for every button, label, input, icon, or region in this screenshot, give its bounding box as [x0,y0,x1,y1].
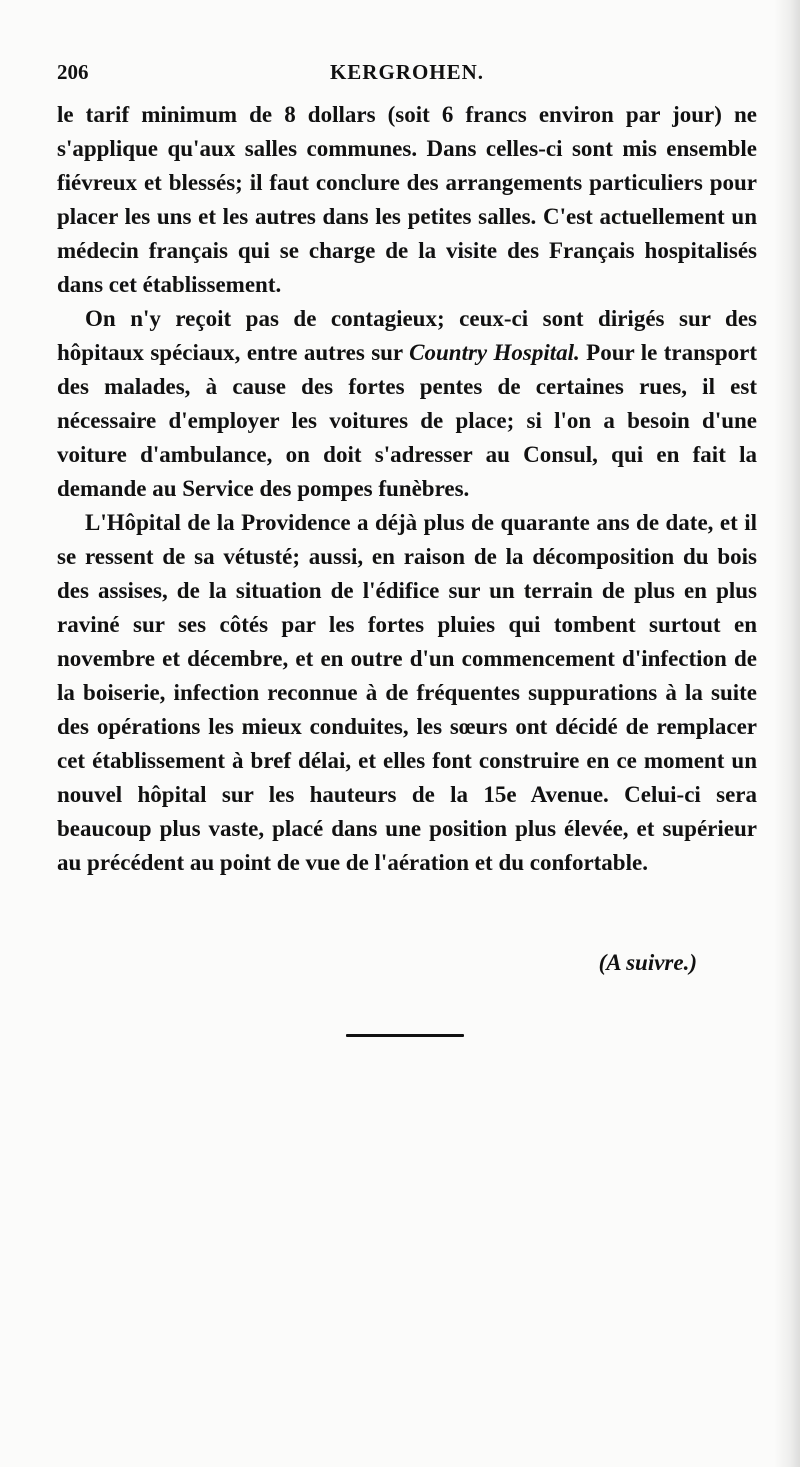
page-header [57,56,757,88]
paragraph-1: le tarif minimum de 8 dollars (soit 6 francs environ par jour) ne s'applique qu'aux salles communes. Dans celles-ci sont mis ensemble fiévreux et blessés; il faut conclure des arrangements particuliers pour placer les uns et les autres dans les petites salles. C'est actuellement un médecin français qui se charge de la visite des Français hospitalisés dans cet établissement. [57,102,757,297]
hospital-name: Country Hospital. [409,340,580,365]
body-text [57,98,757,880]
paragraph-2 [57,302,757,506]
to-be-continued: (A suivre.) [598,950,697,975]
paragraph-2-end: Pour le transport des malades, à cause des fortes pentes de certaines rues, il est nécessaire d'employer les voitures de place; si l'on a besoin d'une voiture d'ambulance, on doit s'adresser au Consul, qui en fait la demande au Service des pompes funèbres. [57,340,757,501]
paragraph-2-start: On n'y reçoit pas de contagieux; ceux-ci sont dirigés sur des hôpitaux spéciaux, entre autres sur [57,306,757,365]
running-head: KERGROHEN. [329,60,485,84]
end-rule [346,1034,464,1037]
paragraph-3: L'Hôpital de la Providence a déjà plus de quarante ans de date, et il se ressent de sa vétusté; aussi, en raison de la décomposition du bois des assises, de la situation de l'édifice sur un terrain de plus en plus raviné sur ses côtés par les fortes pluies qui tombent surtout en novembre et décembre, et en outre d'un commencement d'infection de la boiserie, infection reconnue à de fréquentes suppurations à la suite des opérations les mieux conduites, les sœurs ont décidé de remplacer cet établissement à bref délai, et elles font construire en ce moment un nouvel hôpital sur les hauteurs de la 15e Avenue. Celui-ci sera beaucoup plus vaste, placé dans une position plus élevée, et supérieur au précédent au point de vue de l'aération et du confortable. [57,510,757,875]
page-number: 206 [57,60,89,84]
page-edge-shadow [774,0,800,1467]
